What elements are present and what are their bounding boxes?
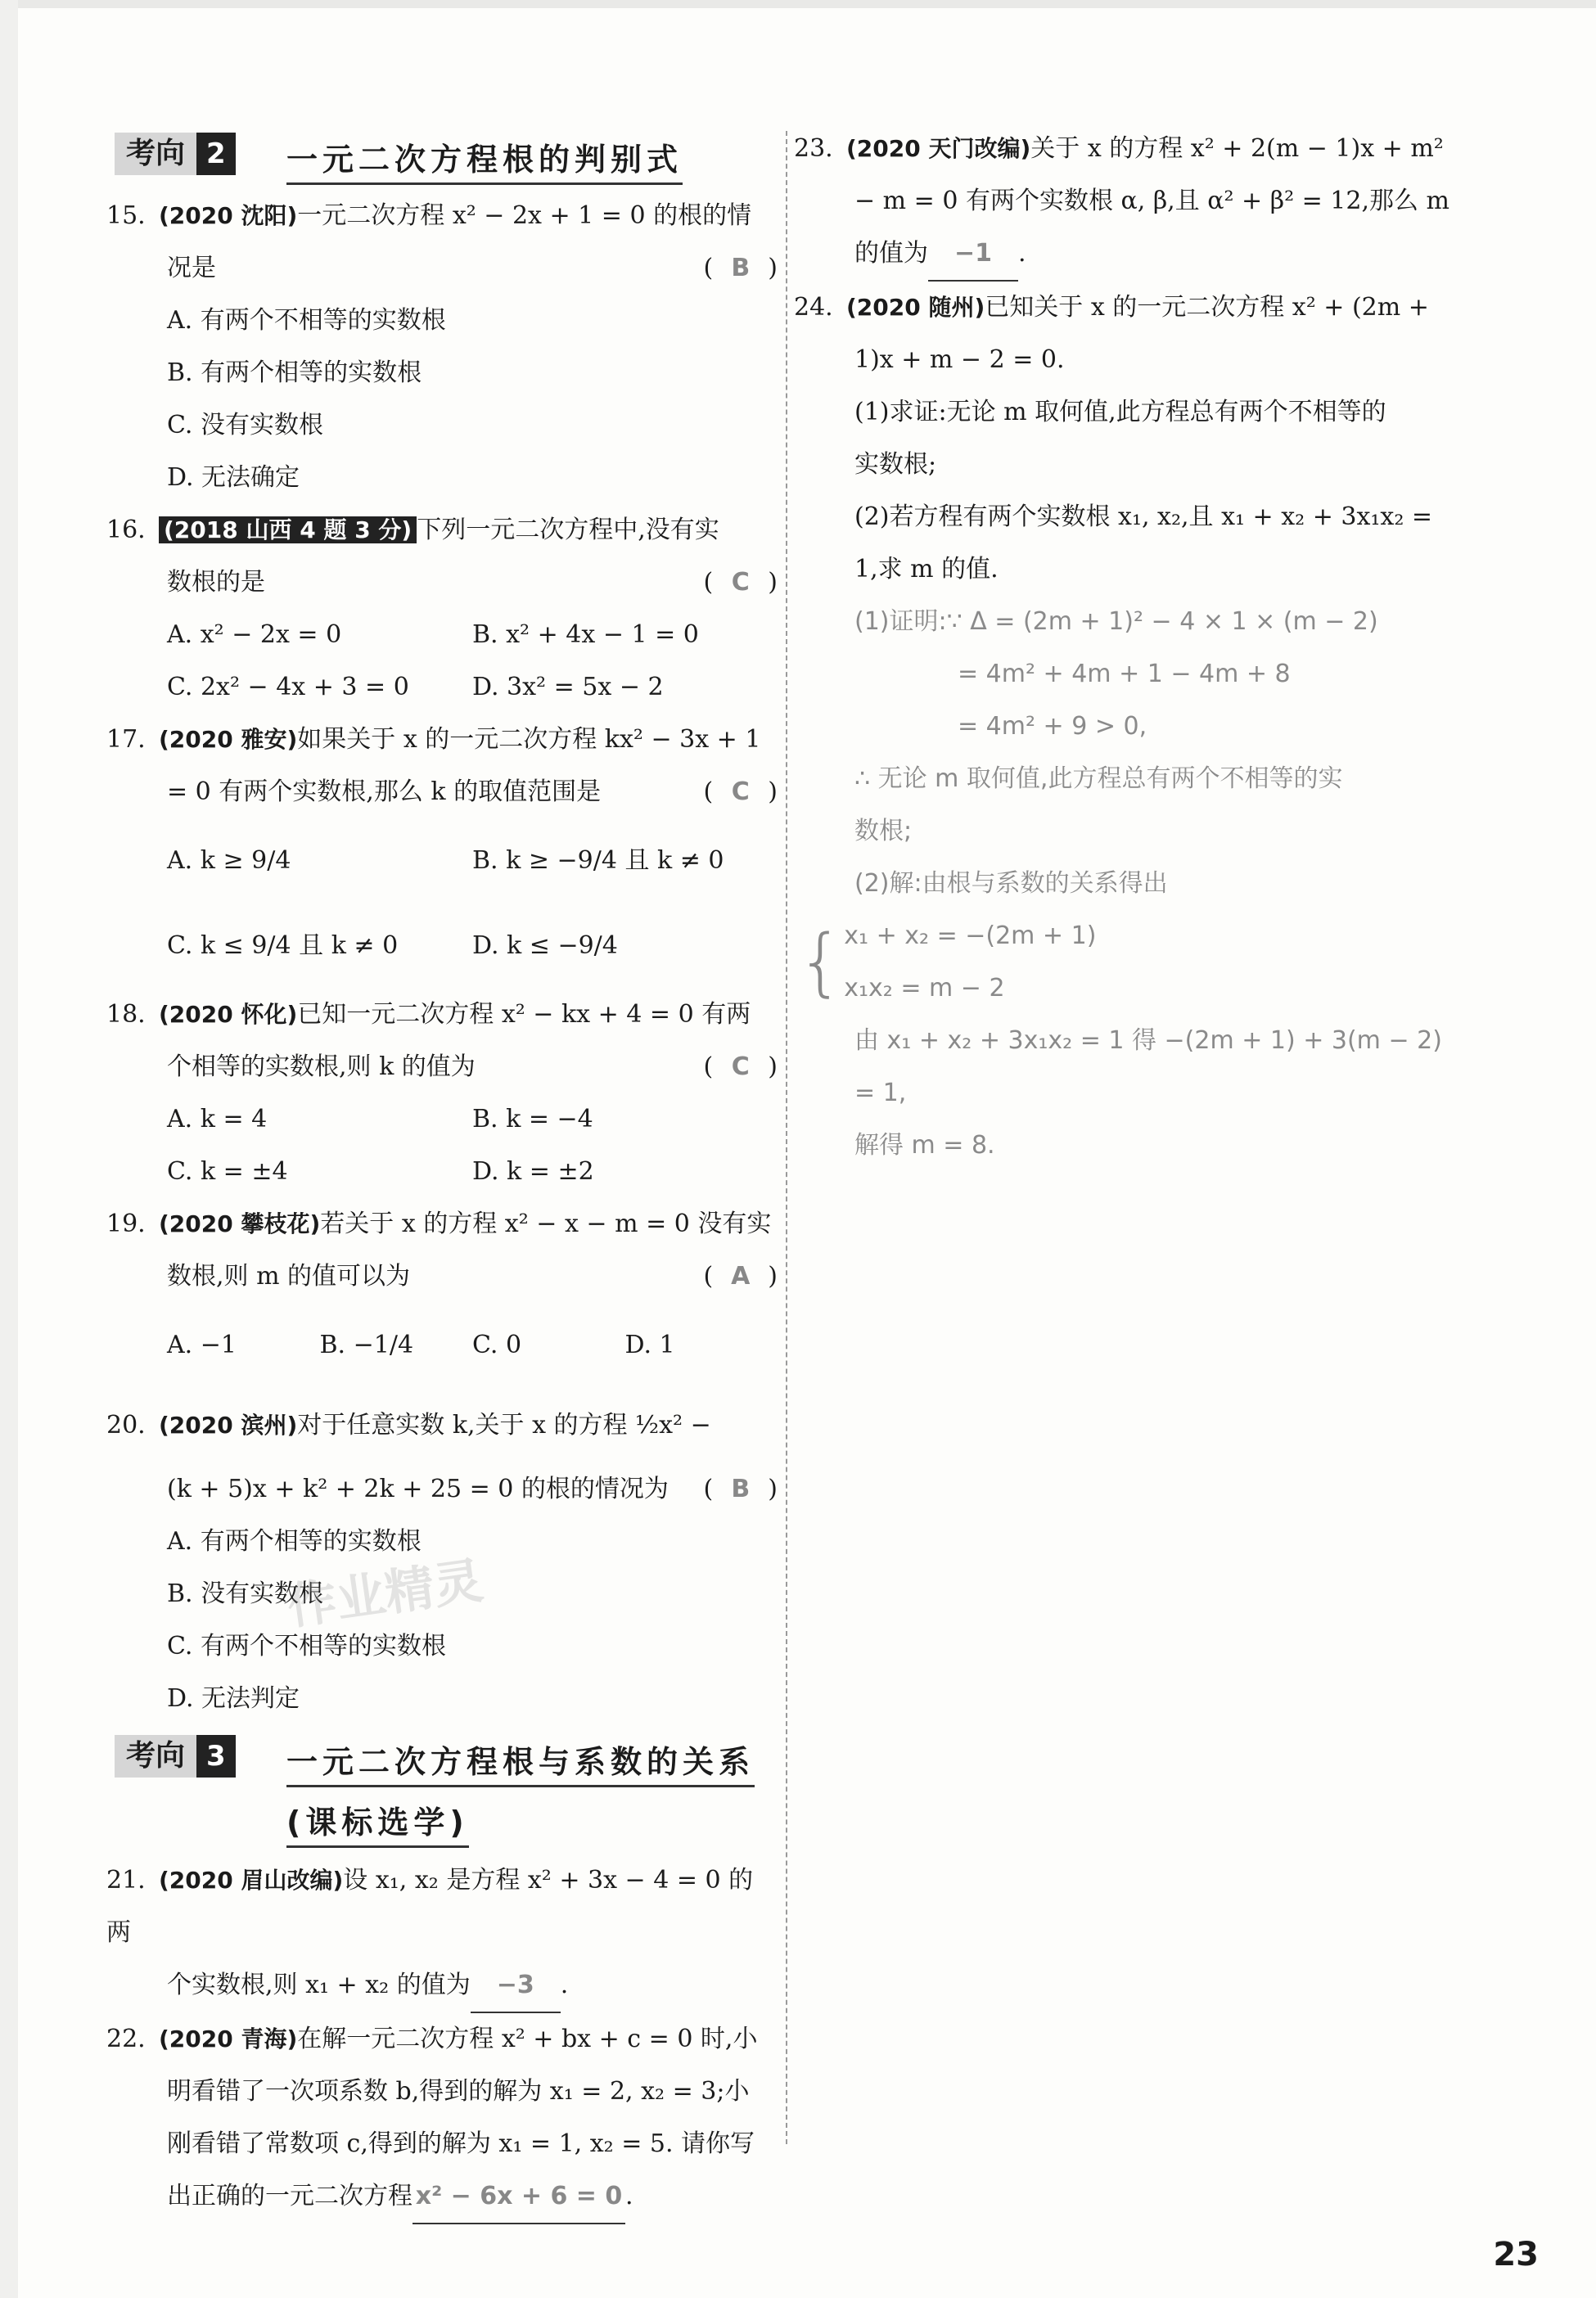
system-equations xyxy=(844,910,1096,1015)
question-15-cont xyxy=(106,242,778,295)
answer-paren: ( C ) xyxy=(704,1041,778,1093)
question-part-1: (1)求证:无论 m 取何值,此方程总有两个不相等的 xyxy=(854,398,1386,426)
page-top-edge xyxy=(0,0,1596,8)
section-2-title: 一元二次方程根的判别式 xyxy=(286,134,683,185)
option: B. x² + 4x − 1 = 0 xyxy=(472,620,699,649)
question-number: 17. xyxy=(106,725,146,754)
option-row xyxy=(106,1093,778,1146)
option: B. 没有实数根 xyxy=(167,1579,324,1608)
option: B. 有两个相等的实数根 xyxy=(167,358,422,387)
answer: C xyxy=(731,568,750,597)
question-15 xyxy=(106,190,778,242)
question-number: 20. xyxy=(106,1411,146,1440)
option: D. k ≤ −9/4 xyxy=(472,931,618,960)
option: D. 无法判定 xyxy=(167,1684,300,1713)
question-source-boxed: (2018 山西 4 题 3 分) xyxy=(159,516,417,543)
question-number: 21. xyxy=(106,1866,146,1895)
question-number: 23. xyxy=(794,134,833,163)
page-number: 23 xyxy=(1493,2236,1539,2273)
solution-line: = 4m² + 9 > 0, xyxy=(958,712,1147,741)
question-number: 24. xyxy=(794,293,833,322)
question-text: 设 x₁, x₂ 是方程 x² + 3x − 4 = 0 的两 xyxy=(106,1866,754,1947)
option: A. 有两个相等的实数根 xyxy=(167,1527,422,1556)
answer: A xyxy=(731,1262,751,1291)
question-text: 的值为 xyxy=(854,239,928,268)
brace-symbol: { xyxy=(797,919,845,1005)
question-text: 明看错了一次项系数 b,得到的解为 x₁ = 2, x₂ = 3;小 xyxy=(167,2077,750,2106)
question-part-2: (2)若方程有两个实数根 x₁, x₂,且 x₁ + x₂ + 3x₁x₂ = xyxy=(854,502,1433,531)
question-24 xyxy=(794,282,1465,334)
option-row xyxy=(106,661,778,714)
question-text: 1)x + m − 2 = 0. xyxy=(854,345,1065,374)
question-source: (2020 滨州) xyxy=(159,1412,298,1439)
page-left-edge xyxy=(0,0,18,2298)
question-23 xyxy=(794,123,1465,175)
question-source: (2020 沈阳) xyxy=(159,202,298,229)
option: D. k = ±2 xyxy=(472,1157,594,1186)
question-part-1: 实数根; xyxy=(854,450,937,479)
question-text: 已知关于 x 的一元二次方程 x² + (2m + xyxy=(985,293,1429,322)
solution-line: 解得 m = 8. xyxy=(854,1131,995,1160)
question-22 xyxy=(106,2013,778,2066)
solution-line: (1)证明:∵ Δ = (2m + 1)² − 4 × 1 × (m − 2) xyxy=(854,607,1378,636)
question-text: 数根,则 m 的值可以为 xyxy=(167,1262,411,1291)
option: C. 没有实数根 xyxy=(167,411,323,439)
watermark: 作业精灵 xyxy=(283,1552,487,1637)
option: C. k ≤ 9/4 且 k ≠ 0 xyxy=(167,931,399,960)
answer: B xyxy=(731,254,751,282)
solution-line: 由 x₁ + x₂ + 3x₁x₂ = 1 得 −(2m + 1) + 3(m − 2) = 1, xyxy=(854,1026,1442,1107)
option-row xyxy=(106,903,778,989)
option: C. 有两个不相等的实数根 xyxy=(167,1632,446,1660)
question-text: 若关于 x 的方程 x² − x − m = 0 没有实 xyxy=(320,1210,772,1238)
option: B. k = −4 xyxy=(472,1105,593,1133)
solution-line: (2)解:由根与系数的关系得出 xyxy=(854,869,1168,898)
question-source: (2020 随州) xyxy=(846,294,985,321)
question-source: (2020 怀化) xyxy=(159,1001,298,1028)
solution-line: 数根; xyxy=(854,817,913,845)
question-18-cont xyxy=(106,1041,778,1093)
answer-blank: x² − 6x + 6 = 0 xyxy=(413,2170,625,2224)
option: C. 0 xyxy=(472,1331,522,1359)
answer-blank: −3 xyxy=(471,1959,561,2013)
option: D. 1 xyxy=(624,1331,675,1359)
question-source: (2020 攀枝花) xyxy=(159,1210,321,1237)
option-row xyxy=(106,1146,778,1198)
question-17 xyxy=(106,714,778,766)
option: D. 无法确定 xyxy=(167,463,300,492)
option: A. 有两个不相等的实数根 xyxy=(167,306,446,335)
section-2-word: 考向 xyxy=(115,133,196,175)
solution-system xyxy=(794,910,1465,1015)
answer: C xyxy=(731,777,750,806)
question-19 xyxy=(106,1198,778,1250)
answer-paren: ( C ) xyxy=(704,556,778,609)
question-text: 个实数根,则 x₁ + x₂ 的值为 xyxy=(167,1971,471,1999)
question-16 xyxy=(106,504,778,556)
right-column xyxy=(794,123,1465,1172)
question-text: 一元二次方程 x² − 2x + 1 = 0 的根的情 xyxy=(297,201,752,230)
solution-line: x₁x₂ = m − 2 xyxy=(844,974,1005,1003)
question-23-cont: 的值为 −1 . xyxy=(794,228,1465,282)
question-source: (2020 眉山改编) xyxy=(159,1867,344,1894)
question-21 xyxy=(106,1854,778,1959)
column-divider xyxy=(786,131,787,2144)
answer-paren: ( C ) xyxy=(704,766,778,818)
option: B. k ≥ −9/4 且 k ≠ 0 xyxy=(472,846,724,875)
question-18 xyxy=(106,989,778,1041)
section-3-badge xyxy=(115,1735,236,1778)
option: C. k = ±4 xyxy=(167,1157,288,1186)
question-text: 下列一元二次方程中,没有实 xyxy=(417,516,719,544)
question-number: 22. xyxy=(106,2025,146,2053)
question-text: 刚看错了常数项 c,得到的解为 x₁ = 1, x₂ = 5. 请你写 xyxy=(167,2129,755,2158)
question-source: (2020 青海) xyxy=(159,2025,298,2052)
section-3-number: 3 xyxy=(196,1735,236,1778)
question-source: (2020 雅安) xyxy=(159,726,298,753)
question-16-cont xyxy=(106,556,778,609)
option-row xyxy=(106,818,778,903)
question-text: 如果关于 x 的一元二次方程 kx² − 3x + 1 xyxy=(297,725,761,754)
question-text: − m = 0 有两个实数根 α, β,且 α² + β² = 12,那么 m xyxy=(854,187,1450,215)
solution-line: = 4m² + 4m + 1 − 4m + 8 xyxy=(958,660,1291,688)
section-2-number: 2 xyxy=(196,133,236,175)
question-22-cont: 出正确的一元二次方程 x² − 6x + 6 = 0 . xyxy=(106,2170,778,2224)
question-text: 个相等的实数根,则 k 的值为 xyxy=(167,1052,476,1081)
answer-paren: ( B ) xyxy=(704,1463,778,1516)
solution-line: ∴ 无论 m 取何值,此方程总有两个不相等的实 xyxy=(854,764,1343,793)
option: A. k ≥ 9/4 xyxy=(167,846,291,875)
question-text: (k + 5)x + k² + 2k + 25 = 0 的根的情况为 xyxy=(167,1475,669,1503)
option: B. −1/4 xyxy=(319,1331,414,1359)
option: A. k = 4 xyxy=(167,1105,268,1133)
question-part-2: 1,求 m 的值. xyxy=(854,555,999,584)
question-20 xyxy=(106,1388,778,1463)
answer: B xyxy=(731,1475,751,1503)
question-text: 在解一元二次方程 x² + bx + c = 0 时,小 xyxy=(297,2025,758,2053)
option: D. 3x² = 5x − 2 xyxy=(472,673,664,701)
question-text: 对于任意实数 k,关于 x 的方程 ½x² − xyxy=(297,1411,711,1440)
question-17-cont xyxy=(106,766,778,818)
answer-paren: ( A ) xyxy=(704,1250,778,1303)
option-row xyxy=(106,1303,778,1388)
option: A. x² − 2x = 0 xyxy=(167,620,342,649)
question-source: (2020 天门改编) xyxy=(846,135,1031,162)
answer: C xyxy=(731,1052,750,1081)
question-number: 15. xyxy=(106,201,146,230)
answer-paren: ( B ) xyxy=(704,242,778,295)
answer-blank: −1 xyxy=(928,228,1018,282)
section-3-subtitle: (课标选学) xyxy=(286,1797,469,1848)
section-3-title: 一元二次方程根与系数的关系 xyxy=(286,1737,755,1787)
question-20-cont xyxy=(106,1463,778,1516)
question-number: 18. xyxy=(106,1000,146,1029)
option-row xyxy=(106,609,778,661)
option: A. −1 xyxy=(167,1331,237,1359)
question-number: 16. xyxy=(106,516,146,544)
question-text: 数根的是 xyxy=(167,568,265,597)
question-19-cont xyxy=(106,1250,778,1303)
solution-line: x₁ + x₂ = −(2m + 1) xyxy=(844,921,1097,950)
question-text: = 0 有两个实数根,那么 k 的取值范围是 xyxy=(167,777,602,806)
section-3-word: 考向 xyxy=(115,1735,196,1778)
question-21-cont: 个实数根,则 x₁ + x₂ 的值为 −3 . xyxy=(106,1959,778,2013)
question-text: 出正确的一元二次方程 xyxy=(167,2182,413,2210)
question-text: 况是 xyxy=(167,254,216,282)
question-number: 19. xyxy=(106,1210,146,1238)
question-text: 已知一元二次方程 x² − kx + 4 = 0 有两 xyxy=(297,1000,751,1029)
section-2-header xyxy=(106,123,778,187)
question-text: 关于 x 的方程 x² + 2(m − 1)x + m² xyxy=(1030,134,1444,163)
option: C. 2x² − 4x + 3 = 0 xyxy=(167,673,409,701)
section-3-header xyxy=(106,1725,778,1789)
left-column xyxy=(106,123,778,2224)
section-2-badge xyxy=(115,133,236,175)
